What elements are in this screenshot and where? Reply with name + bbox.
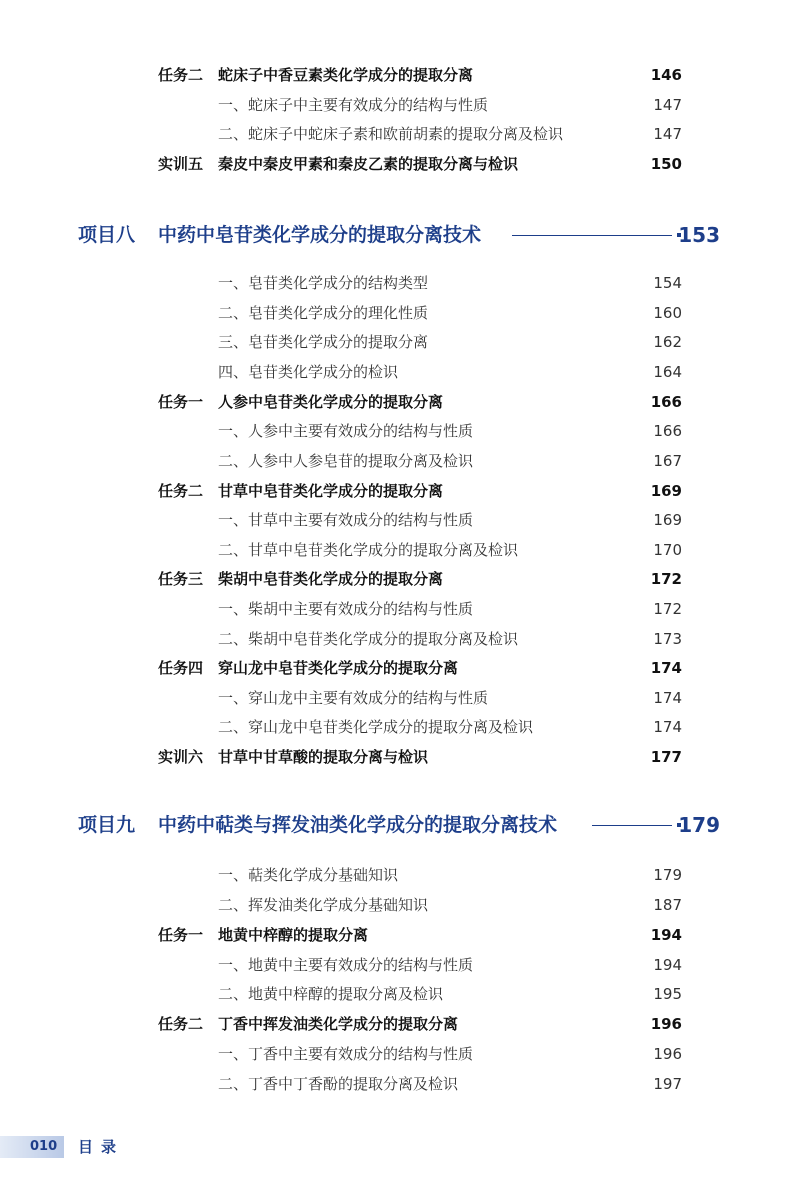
sub-title: 三、皂苷类化学成分的提取分离 <box>218 333 429 351</box>
sub-page: 197 <box>653 1075 682 1093</box>
toc-sub-entry[interactable] <box>0 418 800 444</box>
sub-title: 一、丁香中主要有效成分的结构与性质 <box>218 1045 474 1063</box>
sub-page: 194 <box>653 956 682 974</box>
task-label: 任务二 <box>158 1015 204 1033</box>
sub-page: 169 <box>653 511 682 529</box>
sub-title: 四、皂苷类化学成分的检识 <box>218 363 399 381</box>
sub-title: 二、地黄中梓醇的提取分离及检识 <box>218 985 444 1003</box>
toc-task-entry[interactable] <box>0 62 800 88</box>
sub-page: 154 <box>653 274 682 292</box>
sub-title: 一、穿山龙中主要有效成分的结构与性质 <box>218 689 489 707</box>
sub-title: 二、皂苷类化学成分的理化性质 <box>218 304 429 322</box>
sub-page: 166 <box>653 422 682 440</box>
task-page: 150 <box>650 155 682 173</box>
sub-title: 一、柴胡中主要有效成分的结构与性质 <box>218 600 474 618</box>
task-label: 实训六 <box>158 748 204 766</box>
project-label: 项目八 <box>78 224 136 246</box>
sub-title: 二、穿山龙中皂苷类化学成分的提取分离及检识 <box>218 718 534 736</box>
task-page: 166 <box>650 393 682 411</box>
footer-title: 目录 <box>78 1138 125 1156</box>
leader-line <box>592 825 672 826</box>
toc-sub-entry[interactable] <box>0 92 800 118</box>
toc-task-entry[interactable] <box>0 922 800 948</box>
sub-page: 172 <box>653 600 682 618</box>
task-title: 甘草中皂苷类化学成分的提取分离 <box>218 482 444 500</box>
toc-sub-entry[interactable] <box>0 862 800 888</box>
sub-page: 147 <box>653 125 682 143</box>
toc-sub-entry[interactable] <box>0 1041 800 1067</box>
sub-page: 196 <box>653 1045 682 1063</box>
sub-page: 147 <box>653 96 682 114</box>
task-label: 任务四 <box>158 659 204 677</box>
task-label: 任务二 <box>158 66 204 84</box>
sub-title: 一、萜类化学成分基础知识 <box>218 866 399 884</box>
task-page: 196 <box>650 1015 682 1033</box>
task-label: 任务一 <box>158 926 204 944</box>
sub-page: 195 <box>653 985 682 1003</box>
toc-sub-entry[interactable] <box>0 507 800 533</box>
project-page: 179 <box>678 813 720 837</box>
task-page: 169 <box>650 482 682 500</box>
sub-title: 一、人参中主要有效成分的结构与性质 <box>218 422 474 440</box>
sub-page: 167 <box>653 452 682 470</box>
toc-sub-entry[interactable] <box>0 1071 800 1097</box>
toc-sub-entry[interactable] <box>0 448 800 474</box>
task-title: 地黄中梓醇的提取分离 <box>218 926 369 944</box>
toc-task-entry[interactable] <box>0 566 800 592</box>
sub-title: 二、蛇床子中蛇床子素和欧前胡素的提取分离及检识 <box>218 125 564 143</box>
footer-page-number: 010 <box>30 1139 58 1154</box>
sub-page: 174 <box>653 689 682 707</box>
task-title: 甘草中甘草酸的提取分离与检识 <box>218 748 429 766</box>
task-page: 194 <box>650 926 682 944</box>
project-title: 中药中皂苷类化学成分的提取分离技术 <box>158 224 482 246</box>
toc-sub-entry[interactable] <box>0 537 800 563</box>
project-title: 中药中萜类与挥发油类化学成分的提取分离技术 <box>158 814 558 836</box>
project-heading[interactable] <box>0 808 800 842</box>
task-title: 蛇床子中香豆素类化学成分的提取分离 <box>218 66 474 84</box>
sub-page: 179 <box>653 866 682 884</box>
sub-title: 二、柴胡中皂苷类化学成分的提取分离及检识 <box>218 630 519 648</box>
task-page: 172 <box>650 570 682 588</box>
sub-title: 二、甘草中皂苷类化学成分的提取分离及检识 <box>218 541 519 559</box>
toc-sub-entry[interactable] <box>0 981 800 1007</box>
sub-page: 187 <box>653 896 682 914</box>
toc-task-entry[interactable] <box>0 744 800 770</box>
task-page: 177 <box>650 748 682 766</box>
page-footer <box>0 1136 200 1158</box>
task-page: 146 <box>650 66 682 84</box>
sub-title: 二、挥发油类化学成分基础知识 <box>218 896 429 914</box>
toc-task-entry[interactable] <box>0 1011 800 1037</box>
project-label: 项目九 <box>78 814 136 836</box>
task-title: 丁香中挥发油类化学成分的提取分离 <box>218 1015 459 1033</box>
task-label: 任务一 <box>158 393 204 411</box>
task-label: 任务二 <box>158 482 204 500</box>
sub-title: 一、蛇床子中主要有效成分的结构与性质 <box>218 96 489 114</box>
sub-page: 162 <box>653 333 682 351</box>
sub-title: 一、甘草中主要有效成分的结构与性质 <box>218 511 474 529</box>
project-page: 153 <box>678 223 720 247</box>
leader-line <box>512 235 672 236</box>
project-heading[interactable] <box>0 218 800 252</box>
toc-sub-entry[interactable] <box>0 300 800 326</box>
toc-sub-entry[interactable] <box>0 596 800 622</box>
toc-sub-entry[interactable] <box>0 685 800 711</box>
sub-page: 164 <box>653 363 682 381</box>
toc-task-entry[interactable] <box>0 655 800 681</box>
sub-title: 二、丁香中丁香酚的提取分离及检识 <box>218 1075 459 1093</box>
toc-task-entry[interactable] <box>0 389 800 415</box>
task-title: 柴胡中皂苷类化学成分的提取分离 <box>218 570 444 588</box>
task-title: 秦皮中秦皮甲素和秦皮乙素的提取分离与检识 <box>218 155 519 173</box>
sub-page: 174 <box>653 718 682 736</box>
toc-sub-entry[interactable] <box>0 359 800 385</box>
toc-task-entry[interactable] <box>0 151 800 177</box>
toc-sub-entry[interactable] <box>0 270 800 296</box>
task-label: 实训五 <box>158 155 204 173</box>
toc-sub-entry[interactable] <box>0 329 800 355</box>
sub-page: 160 <box>653 304 682 322</box>
task-label: 任务三 <box>158 570 204 588</box>
sub-title: 一、地黄中主要有效成分的结构与性质 <box>218 956 474 974</box>
sub-title: 二、人参中人参皂苷的提取分离及检识 <box>218 452 474 470</box>
task-title: 人参中皂苷类化学成分的提取分离 <box>218 393 444 411</box>
toc-sub-entry[interactable] <box>0 121 800 147</box>
task-title: 穿山龙中皂苷类化学成分的提取分离 <box>218 659 459 677</box>
toc-sub-entry[interactable] <box>0 952 800 978</box>
sub-page: 173 <box>653 630 682 648</box>
sub-page: 170 <box>653 541 682 559</box>
task-page: 174 <box>650 659 682 677</box>
toc-sub-entry[interactable] <box>0 626 800 652</box>
toc-task-entry[interactable] <box>0 478 800 504</box>
toc-sub-entry[interactable] <box>0 892 800 918</box>
toc-sub-entry[interactable] <box>0 714 800 740</box>
sub-title: 一、皂苷类化学成分的结构类型 <box>218 274 429 292</box>
